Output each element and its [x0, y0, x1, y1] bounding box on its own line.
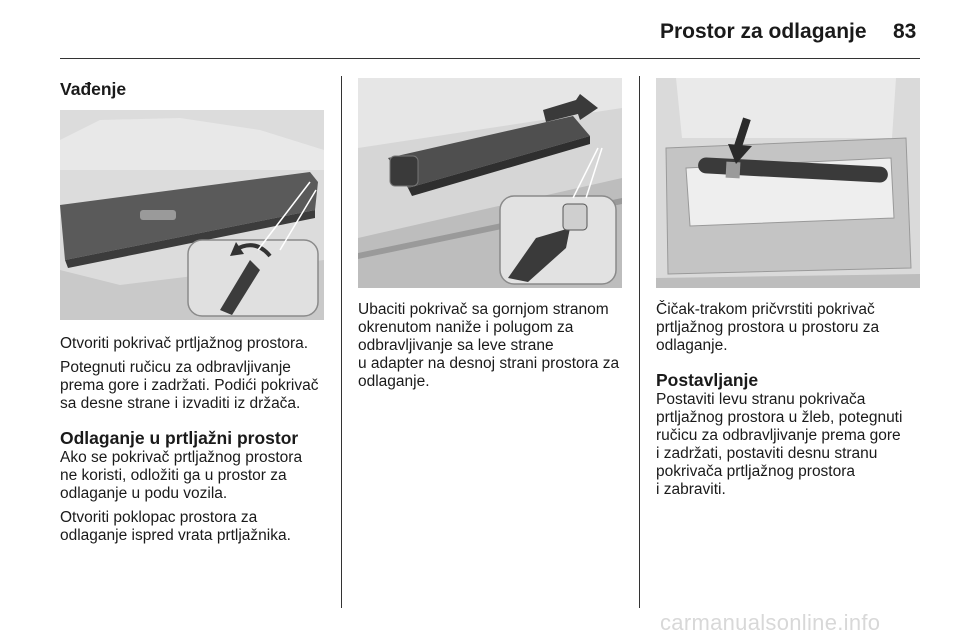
step-open-floor-lid: Otvoriti poklopac prostora za odlaganje ispred vrata prtljažnika. — [60, 509, 291, 544]
header-rule — [60, 58, 920, 59]
column-3 — [656, 78, 928, 505]
step-velcro-strap: Čičak-trakom pričvrstiti pokrivač prtljažnog prostora u prostoru za odlaganje. — [656, 301, 880, 354]
section-heading-installation: Postavljanje — [656, 370, 759, 390]
step-open-cover: Otvoriti pokrivač prtljažnog prostora. — [60, 335, 309, 352]
installation-instruction: Postaviti levu stranu pokrivača prtljažnog prostora u žleb, potegnuti ručicu za odbravljivanje prema gore i zadržati, postaviti desnu stranu pokrivača prtljažnog prostora i zabraviti. — [656, 391, 903, 498]
page-header-title: Prostor za odlaganje — [660, 20, 867, 43]
storage-instruction: Ako se pokrivač prtljažnog prostora ne koristi, odložiti ga u prostor za odlaganje u podu vozila. — [60, 449, 303, 502]
step-pull-handle: Potegnuti ručicu za odbravljivanje prema gore i zadržati. Podići pokrivač sa desne strane i izvaditi iz držača. — [60, 359, 319, 412]
illustration-velcro-strap — [656, 78, 920, 288]
column-2 — [358, 78, 630, 397]
column-divider-1 — [341, 76, 342, 608]
watermark: carmanualsonline.info — [660, 610, 881, 635]
page-number: 83 — [893, 20, 917, 43]
step-insert-cover: Ubaciti pokrivač sa gornjom stranom okrenutom naniže i polugom za odbravljivanje sa leve strane u adapter na desnoj strani prostora za odlaganje. — [358, 301, 620, 390]
section-heading-removal: Vađenje — [60, 79, 127, 99]
column-1 — [60, 78, 332, 551]
illustration-insert-cover — [358, 78, 622, 288]
illustration-removal — [60, 110, 324, 320]
section-heading-storage: Odlaganje u prtljažni prostor — [60, 428, 299, 448]
column-divider-2 — [639, 76, 640, 608]
